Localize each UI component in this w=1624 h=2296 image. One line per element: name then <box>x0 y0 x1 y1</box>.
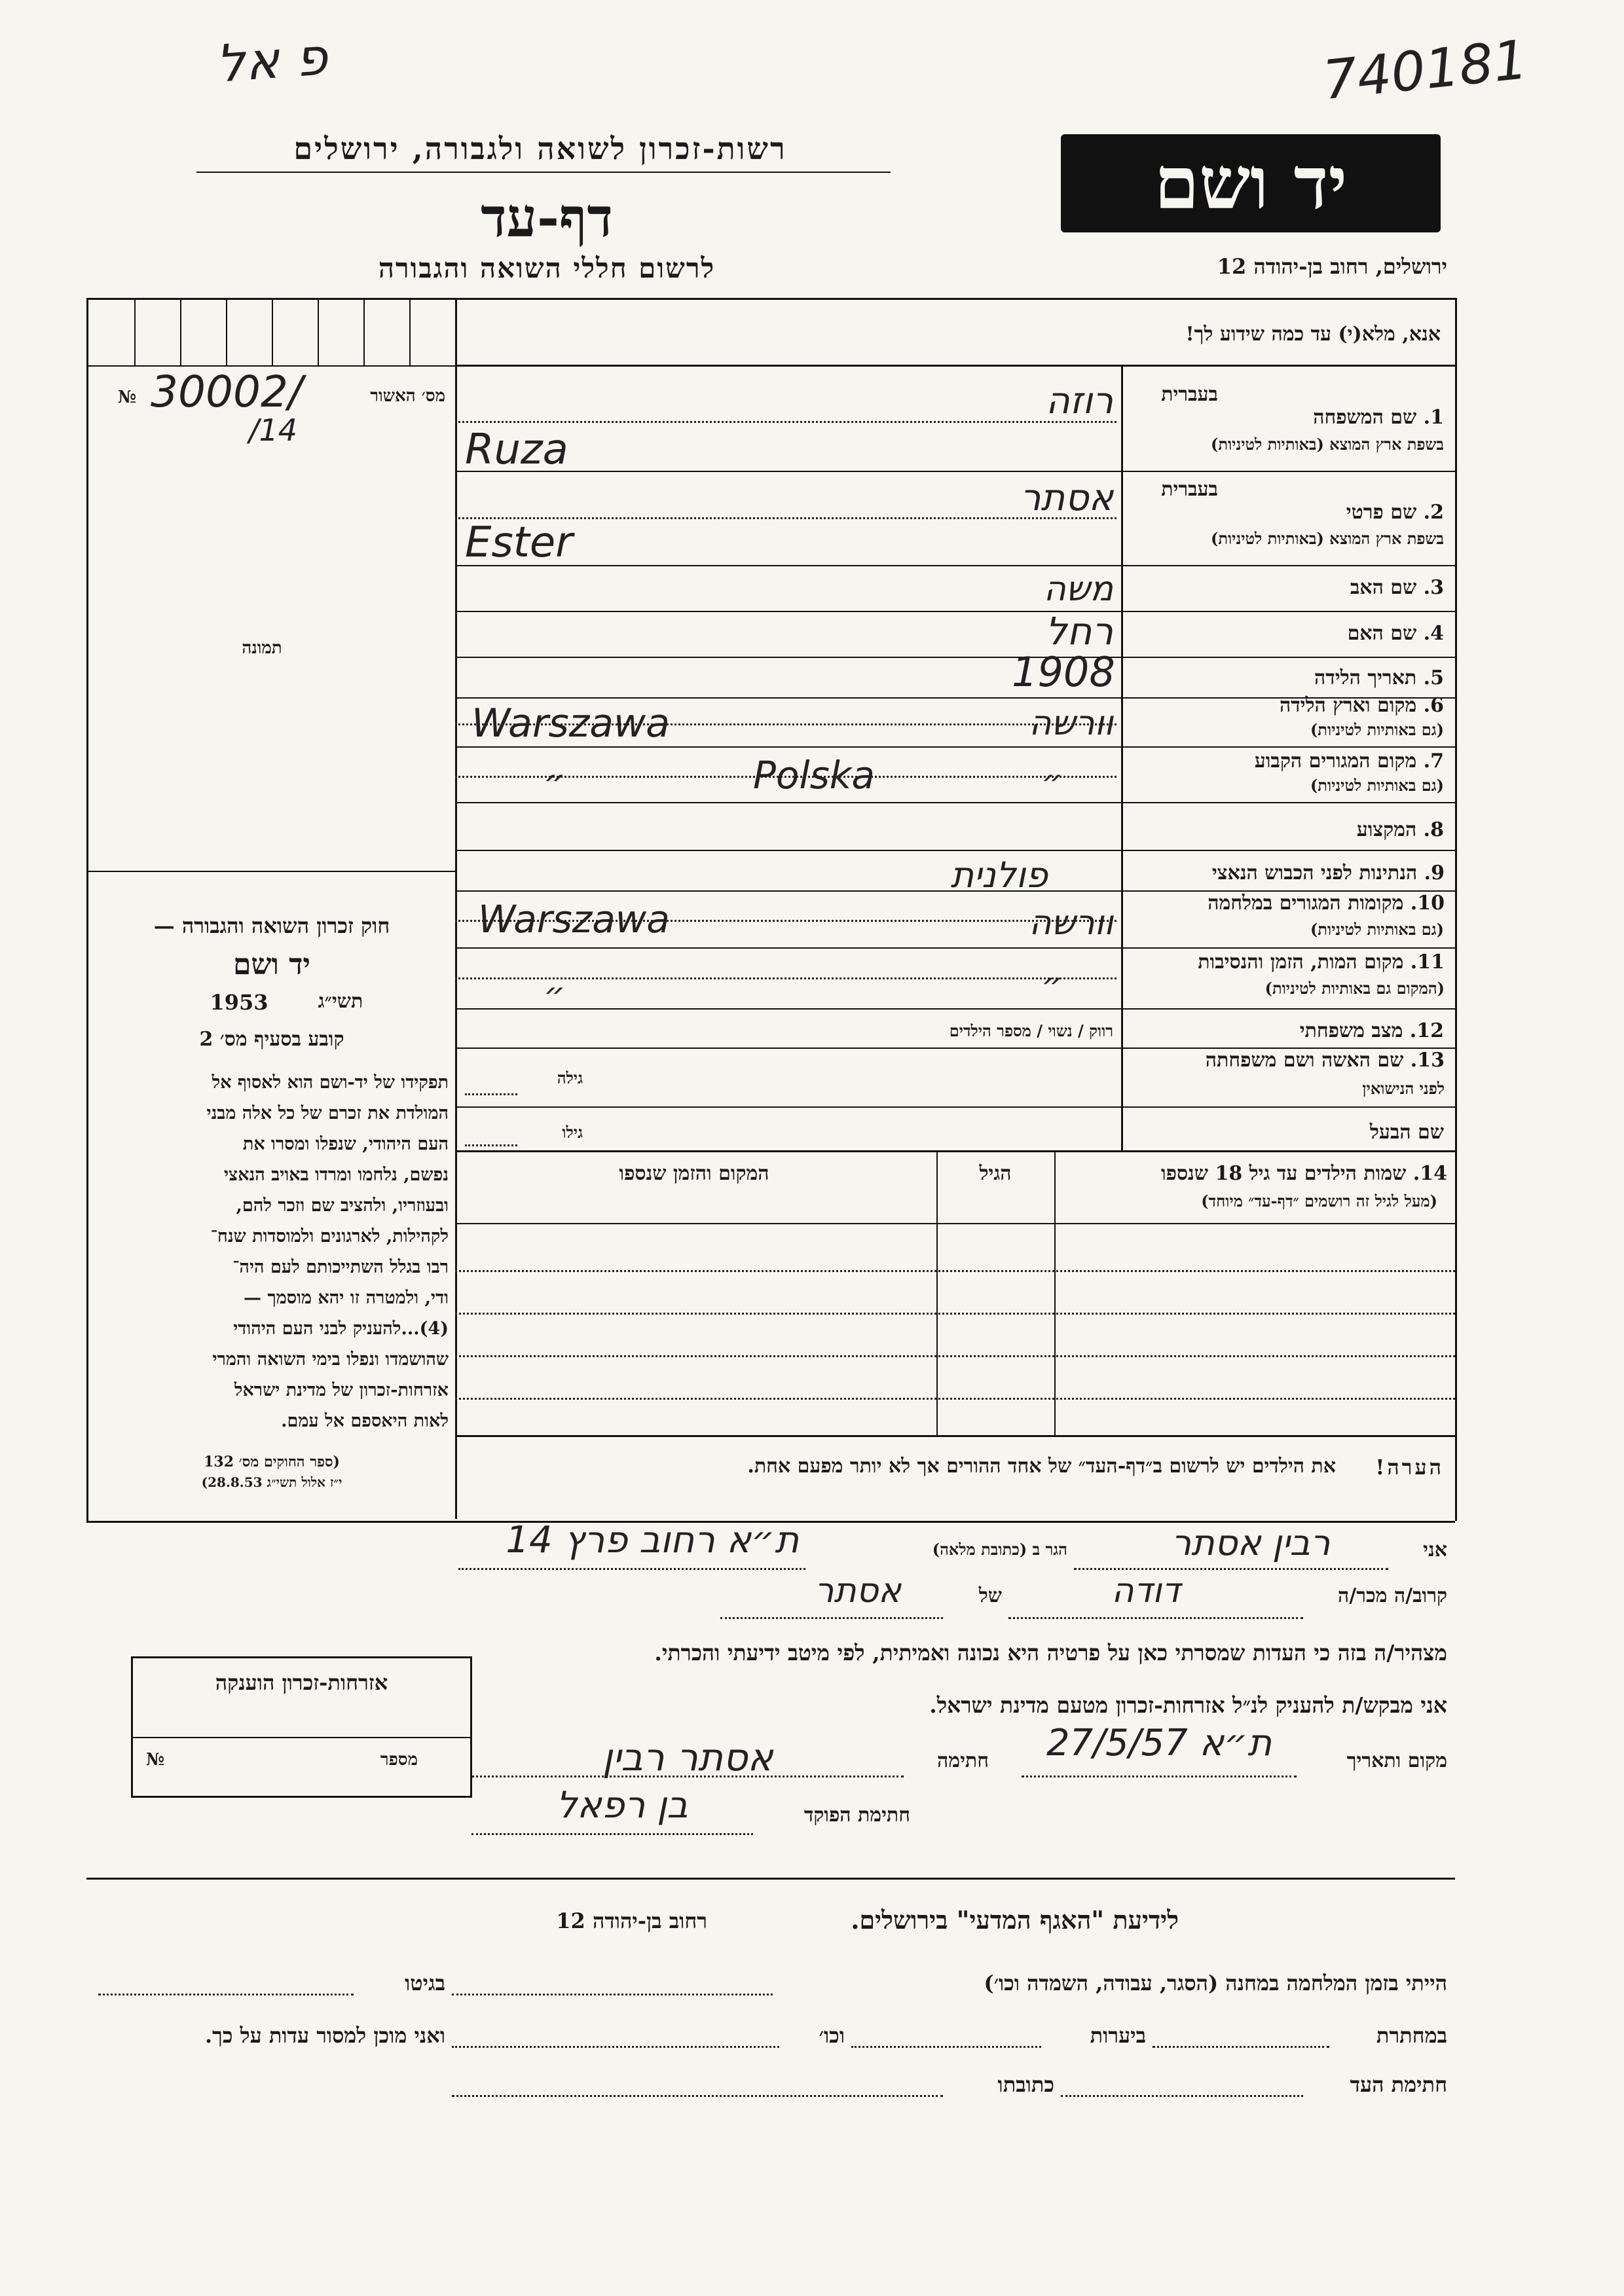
war-residence-hebrew: וורשה <box>1029 903 1113 943</box>
certificate-title: אזרחות-זכרון הוענקה <box>215 1670 388 1695</box>
first-name-hebrew: אסתר <box>1020 477 1113 519</box>
field-nationality: 9. הנתינות לפני הכבוש הנאצי <box>1211 862 1445 884</box>
scientific-department-title: לידיעת "האגף המדעי" בירושלים. <box>851 1905 1179 1935</box>
underground-label: במחתרת <box>1376 2023 1447 2048</box>
field-birth-place: 6. מקום וארץ הלידה <box>1279 694 1444 717</box>
certificate-number-label: מספר <box>380 1750 418 1770</box>
law-title: חוק זכרון השואה והגבורה — <box>153 913 390 938</box>
organization-line: רשות-זכרון לשואה ולגבורה, ירושלים <box>293 131 787 166</box>
declarant-label: אני <box>1423 1539 1447 1561</box>
field-permanent-residence-sub: (גם באותיות לטיניות) <box>1310 776 1444 795</box>
death-place-ditto-2: ״ <box>1041 966 1063 1005</box>
form-subtitle: לרשום חללי השואה והגבורה <box>378 252 716 284</box>
memorial-citizenship-box <box>131 1656 472 1798</box>
handwritten-archive-mark: פ אל <box>214 27 329 94</box>
reg-number-label: מס׳ האשור <box>370 386 445 406</box>
field-mother-name: 4. שם האם <box>1347 622 1444 645</box>
in-hebrew-label-2: בעברית <box>1161 478 1218 501</box>
field-death-place: 11. מקום המות, הזמן והנסיבות <box>1198 951 1445 974</box>
field-children-names-sub: (מעל לגיל זה רושמים ״דף-עד״ מיוחד) <box>1201 1192 1437 1211</box>
address-label: הגר ב (כתובת מלאה) <box>932 1540 1067 1559</box>
permanent-residence-ditto-1: ״ <box>544 763 566 802</box>
law-reference-2: י״ז אלול תשי״ג 28.8.53) <box>201 1474 342 1490</box>
field-husband-name: שם הבעל <box>1369 1121 1444 1144</box>
nationality-value: פולנית <box>950 854 1048 896</box>
field-marital-status: 12. מצב משפחתי <box>1299 1019 1444 1042</box>
ready-to-testify: ואני מוכן למסור עדות על כך. <box>204 2023 445 2048</box>
children-age-column: הגיל <box>979 1162 1012 1185</box>
certificate-number-symbol: № <box>146 1750 165 1770</box>
field-family-name-sub: בשפת ארץ המוצא (באותיות לטיניות) <box>1211 435 1444 454</box>
relation-value: דודה <box>1111 1571 1181 1611</box>
citizenship-request: אני מבקש/ת להעניק לנ״ל אזרחות-זכרון מטעם מדינת ישראל. <box>929 1692 1447 1718</box>
note-label: הערה! <box>1375 1455 1444 1480</box>
form-title: דף-עד <box>481 187 613 249</box>
marital-status-options: רווק / נשוי / מספר הילדים <box>949 1021 1113 1040</box>
note-text: את הילדים יש לרשום ב״דף-העד״ של אחד ההורים אך לא יותר מפעם אחת. <box>747 1455 1336 1478</box>
field-profession: 8. המקצוע <box>1356 818 1444 841</box>
camp-statement: הייתי בזמן המלחמה במחנה (הסגר, עבודה, השמדה וכו׳) <box>984 1971 1447 1995</box>
children-place-column: המקום והזמן שנספו <box>619 1162 769 1185</box>
ghetto-label: בגיטו <box>405 1971 445 1995</box>
field-birth-place-sub: (גם באותיות לטיניות) <box>1310 720 1444 739</box>
field-father-name: 3. שם האב <box>1350 576 1444 599</box>
handwritten-record-number: 740181 <box>1320 28 1531 113</box>
field-wife-name: 13. שם האשה ושם משפחתה <box>1205 1049 1445 1072</box>
officer-signature: בן רפאל <box>556 1784 688 1827</box>
witness-signature-label: חתימת העד <box>1350 2072 1447 2097</box>
husband-age-label: גילו <box>562 1123 583 1142</box>
war-residence-latin: Warszawa <box>478 897 670 941</box>
header-address: ירושלים, רחוב בן-יהודה 12 <box>1217 254 1447 279</box>
forests-label: ביערות <box>1090 2023 1146 2048</box>
field-first-name-sub: בשפת ארץ המוצא (באותיות לטיניות) <box>1211 529 1444 548</box>
of-name: אסתר <box>814 1571 902 1611</box>
signature-label: חתימה <box>937 1749 989 1772</box>
father-name-value: משה <box>1043 570 1113 609</box>
law-name: יד ושם <box>233 948 310 981</box>
field-war-residences: 10. מקומות המגורים במלחמה <box>1208 892 1445 915</box>
family-name-latin: Ruza <box>465 426 568 474</box>
declarant-name: רבין אסתר <box>1171 1522 1331 1563</box>
birth-date-value: 1908 <box>1012 648 1115 696</box>
form-instruction: אנא, מלא(י) עד כמה שידוע לך! <box>1185 323 1441 346</box>
field-birth-date: 5. תאריך הלידה <box>1314 666 1444 689</box>
family-name-hebrew: רוזה <box>1046 380 1113 422</box>
place-date-label: מקום ותאריך <box>1346 1749 1447 1772</box>
mother-name-value: רחל <box>1045 609 1113 653</box>
birth-place-latin: Warszawa <box>471 701 670 746</box>
law-text: תפקידו של יד-ושם הוא לאסוף אל המולדת את זכרם של כל אלה מבני העם היהודי, שנפלו ומסרו את נפשם, נלחמו ומרדו באויב הנאצי ובעוזריו, ולהציב שם וזכר להם, לקהילות, לארגונים ולמוסדות שנח־ רבו בגלל השתייכותם לעם היה־ ודי, ולמטרה זו יהא מוסמך — (4)...להעניק לבני העם היהודי שהושמדו ונפלו בימי השואה והמרי אזרחות-זכרון של מדינת ישראל לאות היאספם אל עמם. <box>206 1072 449 1431</box>
yad-vashem-logo: יד ושם <box>1061 134 1441 232</box>
field-death-place-sub: (המקום גם באותיות לטיניות) <box>1264 979 1445 998</box>
officer-signature-label: חתימת הפוקד <box>803 1804 910 1827</box>
photo-label: תמונה <box>242 638 282 658</box>
witness-address-label: כתובתו <box>997 2072 1054 2097</box>
death-place-ditto-1: ״ <box>544 975 566 1015</box>
scientific-department-address: רחוב בן-יהודה 12 <box>556 1908 707 1933</box>
law-reference-1: (ספר החוקים מס׳ 132 <box>204 1453 340 1470</box>
etc-label: וכו׳ <box>819 2023 845 2048</box>
declarant-address: ת״א רחוב פרץ 14 <box>506 1519 799 1561</box>
reg-number-value: 30002/ <box>151 367 303 417</box>
reg-number-value-2: /14 <box>249 412 298 448</box>
law-year: 1953 <box>210 990 268 1015</box>
declarant-signature: אסתר רבין <box>602 1735 773 1779</box>
field-wife-name-sub: לפני הנישואין <box>1362 1079 1445 1098</box>
field-children-names: 14. שמות הילדים עד גיל 18 שנספו <box>1160 1162 1447 1185</box>
in-hebrew-label-1: בעברית <box>1161 383 1218 406</box>
permanent-residence-ditto-2: ״ <box>1041 763 1063 802</box>
field-war-residences-sub: (גם באותיות לטיניות) <box>1310 920 1444 939</box>
birth-country-latin: Polska <box>753 753 875 797</box>
field-family-name: 1. שם המשפחה <box>1313 406 1444 429</box>
declaration-statement: מצהיר/ה בזה כי העדות שמסרתי כאן על פרטיה היא נכונה ואמיתית, לפי מיטב ידיעתי והכרתי. <box>654 1640 1447 1666</box>
wife-age-label: גילה <box>557 1068 583 1087</box>
first-name-latin: Ester <box>465 519 573 567</box>
of-label: של <box>978 1584 1002 1607</box>
birth-place-hebrew: וורשה <box>1029 704 1113 743</box>
law-year-hebrew: תשי״ג <box>318 990 363 1013</box>
place-date-value: ת״א 27/5/57 <box>1046 1722 1272 1764</box>
field-permanent-residence: 7. מקום המגורים הקבוע <box>1254 750 1444 773</box>
reg-number-symbol: № <box>118 388 137 407</box>
field-first-name: 2. שם פרטי <box>1346 501 1444 524</box>
law-clause: קובע בסעיף מס׳ 2 <box>199 1028 344 1051</box>
relation-label: קרוב/ה מכר/ה <box>1338 1584 1447 1607</box>
